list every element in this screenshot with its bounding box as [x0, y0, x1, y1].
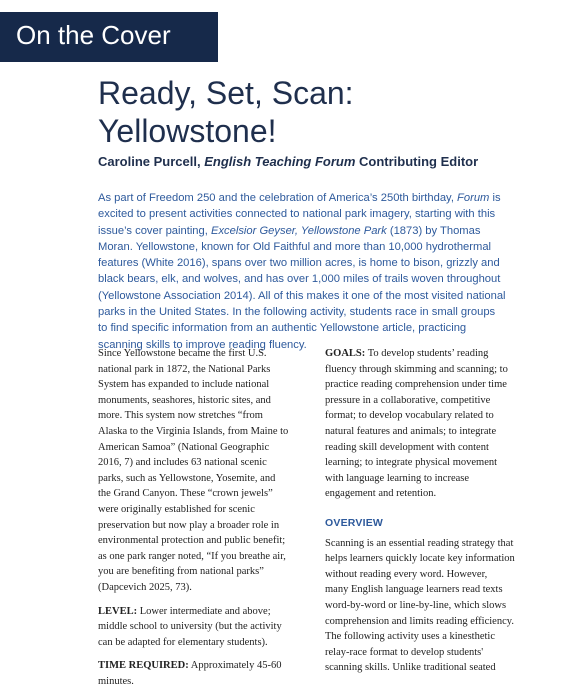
- goals-paragraph: [325, 346, 525, 502]
- goals-line: pressure in a collaborative, competitive: [325, 394, 491, 406]
- goals-line: practice reading comprehension under time: [325, 379, 507, 391]
- goals-line: learning; to integrate physical movement: [325, 457, 498, 469]
- time-line: minutes.: [98, 675, 134, 687]
- intro-line: scanning skills to improve reading fluency.: [98, 338, 307, 351]
- body-line: Since Yellowstone became the first U.S.: [98, 348, 267, 359]
- section-label: On the Cover: [16, 20, 171, 50]
- intro-text: As part of Freedom 250 and the celebration of America’s 250th birthday,: [98, 192, 458, 204]
- goals-label: GOALS:: [325, 348, 366, 359]
- time-label: TIME REQUIRED:: [98, 660, 189, 672]
- byline: [98, 154, 478, 169]
- overview-line: comprehension and limits reading efficiency.: [325, 615, 514, 627]
- body-line: the Grand Canyon. These “crown jewels”: [98, 488, 273, 500]
- painting-title: Excelsior Geyser, Yellowstone Park: [210, 224, 387, 237]
- body-line: American Samoa” (National Geographic: [98, 441, 270, 453]
- left-column: [98, 346, 294, 689]
- body-line: were originally established for scenic: [98, 503, 255, 515]
- overview-paragraph: [325, 536, 525, 676]
- body-line: environmental protection and public benefit;: [98, 535, 286, 547]
- goals-line: engagement and retention.: [325, 488, 437, 500]
- goals-line: with language learning to increase: [325, 472, 470, 484]
- intro-line: Moran. Yellowstone, known for Old Faithful and more than 10,000 hydrothermal: [98, 240, 492, 253]
- article-title: [98, 74, 354, 150]
- level-text: Lower intermediate and above;: [137, 605, 271, 617]
- intro-line: excited to present activities connected to national park imagery, starting with this: [98, 208, 496, 221]
- intro-italic: Forum: [457, 192, 490, 204]
- overview-line: word-by-word or line-by-line, which slows: [325, 599, 507, 611]
- intro-text: (1873) by Thomas: [386, 224, 481, 237]
- level-label: LEVEL:: [98, 605, 138, 617]
- overview-line: Scanning is an essential reading strategy that: [325, 537, 514, 549]
- overview-line: helps learners quickly locate key information: [325, 553, 515, 565]
- time-paragraph: [98, 658, 294, 689]
- body-line: as one park ranger noted, “If you breathe air,: [98, 550, 286, 562]
- overview-heading: OVERVIEW: [325, 516, 384, 529]
- body-paragraph: [98, 346, 294, 596]
- body-line: preservation but now play a broader role in: [98, 519, 280, 531]
- intro-line: features (White 2016), spans over two million acres, is home to bison, grizzly and: [98, 257, 500, 270]
- level-paragraph: [98, 604, 294, 651]
- body-line: 2016, 7) and includes 63 national scenic: [98, 457, 267, 469]
- level-line: can be adapted for elementary students).: [98, 636, 268, 648]
- body-line: parks, such as Yellowstone, Yosemite, and: [98, 472, 276, 484]
- body-line: monuments, seashores, historic sites, and: [98, 394, 271, 406]
- overview-line: relay-race format to develop students': [325, 646, 484, 658]
- title-line-2: Yellowstone!: [98, 113, 277, 149]
- intro-paragraph: [98, 190, 518, 353]
- overview-line: The following activity uses a kinesthetic: [325, 631, 495, 643]
- overview-line: many English language learners read texts: [325, 584, 503, 596]
- intro-line: black bears, elk, and wolves, and has over 1,000 miles of trails woven throughout: [98, 273, 501, 286]
- body-line: System has expanded to include national: [98, 379, 270, 391]
- time-text: Approximately 45-60: [188, 660, 282, 672]
- intro-line: parks in the United States. In the following activity, students race in small groups: [98, 306, 496, 319]
- body-line: (Dapcevich 2025, 73).: [98, 581, 192, 593]
- title-line-1: Ready, Set, Scan:: [98, 75, 354, 111]
- intro-text: issue’s cover painting,: [98, 224, 211, 237]
- author-role: Contributing Editor: [355, 154, 479, 169]
- overview-line: scanning skills. Unlike traditional seated: [325, 662, 496, 674]
- body-line: national park in 1872, the National Parks: [98, 363, 271, 375]
- intro-line: (Yellowstone Association 2014). All of this makes it one of the most visited national: [98, 289, 506, 302]
- author-name: Caroline Purcell,: [98, 154, 205, 169]
- goals-line: fluency through skimming and scanning; to: [325, 363, 508, 375]
- section-banner: [0, 12, 218, 62]
- goals-text: To develop students’ reading: [365, 348, 489, 359]
- right-column: [325, 346, 525, 676]
- overview-line: without reading every word. However,: [325, 568, 488, 580]
- body-line: more. This system now stretches “from: [98, 410, 263, 422]
- body-line: you are benefiting from national parks”: [98, 566, 264, 578]
- goals-line: natural features and animals; to integrate: [325, 425, 497, 437]
- goals-line: format; to develop vocabulary related to: [325, 410, 494, 422]
- publication-name: English Teaching Forum: [204, 154, 356, 169]
- level-line: middle school to university (but the activity: [98, 621, 282, 633]
- goals-line: reading skill development with content: [325, 441, 489, 453]
- intro-line: to find specific information from an authentic Yellowstone article, practicing: [98, 322, 467, 335]
- intro-text: is: [489, 192, 501, 204]
- body-line: Alaska to the Virginia Islands, from Maine to: [98, 425, 289, 437]
